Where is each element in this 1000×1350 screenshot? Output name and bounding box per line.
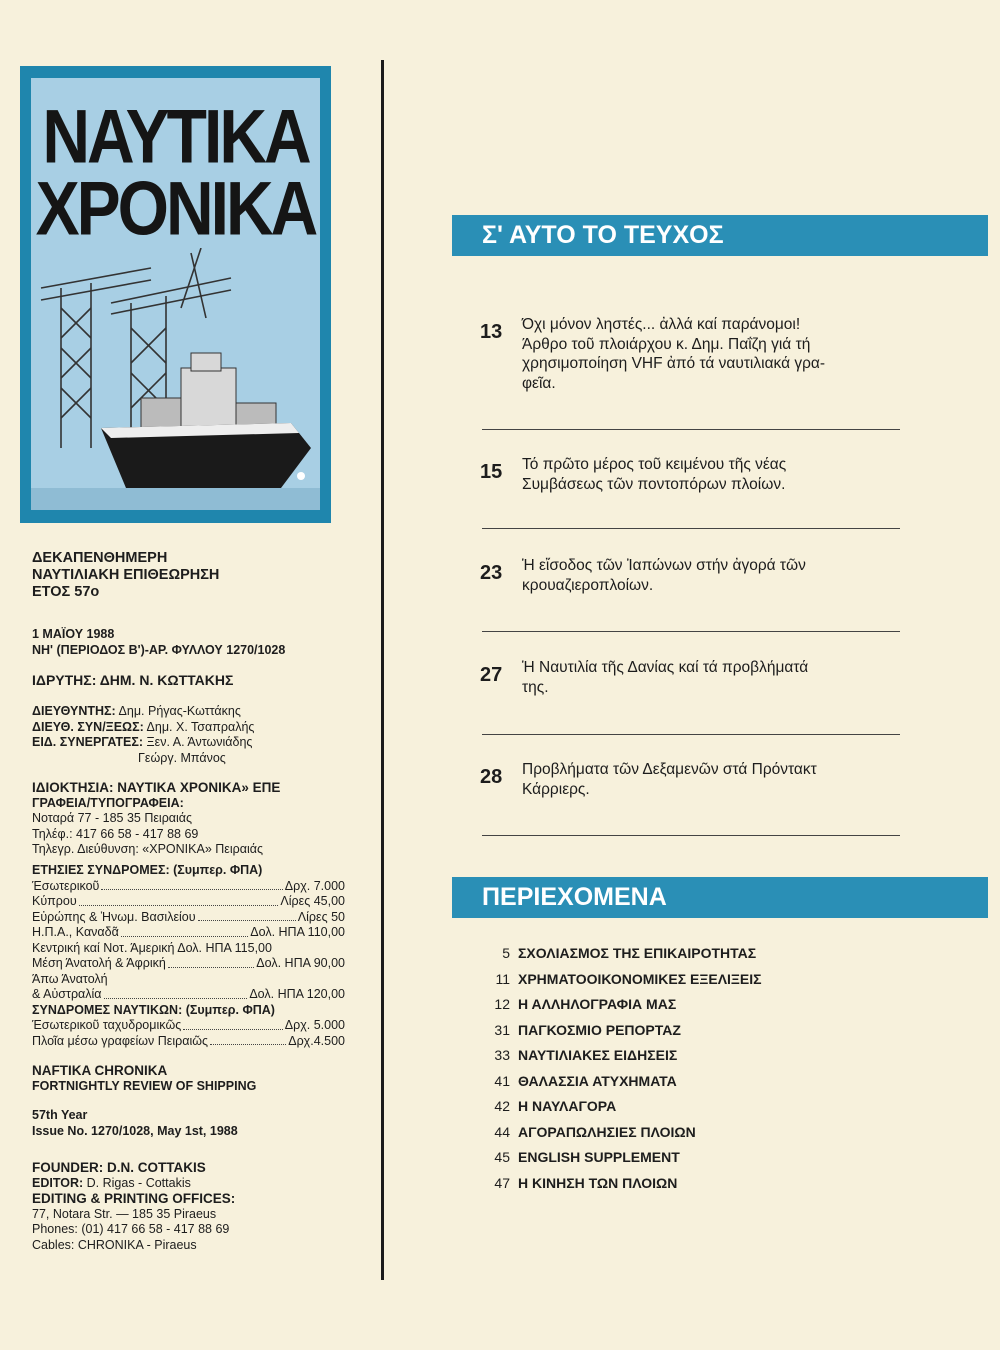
- article-text: Προβλήματα τῶν Δεξαμενῶν στά Πρόντακτ Κάρριερς.: [522, 761, 817, 798]
- article-page: 13: [480, 321, 503, 343]
- staff-block: [32, 704, 254, 766]
- masthead-subtitle1: ΔΕΚΑΠΕΝΘΗΜΕΡΗ: [32, 550, 168, 566]
- in-this-issue-heading: Σ' ΑΥΤΟ ΤΟ ΤΕΥΧΟΣ: [482, 221, 724, 249]
- sub-row: Κύπρου Λίρες 45,00: [32, 894, 345, 908]
- contrib-name2: Γεώργ. Μπάνος: [138, 750, 226, 765]
- dir-assoc-label: ΔΙΕΥΘ. ΣΥΝ/ΞΕΩΣ:: [32, 719, 144, 734]
- seamen-heading: ΣΥΝΔΡΟΜΕΣ ΝΑΥΤΙΚΩΝ: (Συμπερ. ΦΠΑ): [32, 1002, 275, 1017]
- cover-inner: [31, 78, 320, 510]
- issue-block: [32, 627, 285, 658]
- subscriptions-block: [32, 863, 345, 1049]
- in-this-issue-banner: [452, 215, 988, 256]
- offices-label: ΓΡΑΦΕΙΑ/ΤΥΠΟΓΡΑΦΕΙΑ:: [32, 795, 184, 810]
- article-text: Ἡ εἴσοδος τῶν Ἰαπώνων στήν ἀγορά τῶν κρουαζιεροπλοίων.: [522, 557, 806, 594]
- sub-row: Εὐρώπης & Ἠνωμ. Βασιλείου Λίρες 50: [32, 909, 345, 924]
- issue-date: 1 ΜΑΪΟΥ 1988: [32, 627, 115, 641]
- sub-row: Έσωτερικοῦ ταχυδρομικῶς Δρχ. 5.000: [32, 1018, 345, 1032]
- sub-row-plain: Κεντρική καί Νοτ. Άμερική Δολ. ΗΠΑ 115,00: [32, 940, 272, 955]
- address-greek: Νοταρά 77 - 185 35 Πειραιάς: [32, 811, 193, 825]
- sub-row: Πλοῖα μέσω γραφείων Πειραιῶς Δρχ.4.500: [32, 1033, 345, 1048]
- english-editor-label: EDITOR:: [32, 1175, 84, 1190]
- masthead-block: [32, 550, 219, 601]
- telegraph-greek: Τηλεγρ. Διεύθυνση: «ΧΡΟΝΙΚΑ» Πειραιάς: [32, 842, 263, 856]
- ownership-block: [32, 780, 280, 858]
- article-page: 27: [480, 664, 503, 686]
- english-tagline: FORTNIGHTLY REVIEW OF SHIPPING: [32, 1078, 257, 1093]
- article-divider: [482, 631, 900, 632]
- article-text: Όχι μόνον ληστές... ἀλλά καί παράνομοι! Άρθρο τοῦ πλοιάρχου κ. Δημ. Παΐζη γιά τή χρησιμοποίηση VHF ἀπό τά ναυτιλιακά γρα- φεῖα.: [522, 316, 826, 392]
- subs-heading: ΕΤΗΣΙΕΣ ΣΥΝΔΡΟΜΕΣ: (Συμπερ. ΦΠΑ): [32, 863, 263, 877]
- sub-row: Έσωτερικοῦ Δρχ. 7.000: [32, 878, 345, 893]
- director-name: Δημ. Ρήγας-Κωττάκης: [118, 704, 241, 718]
- phone-greek: Τηλέφ.: 417 66 58 - 417 88 69: [32, 826, 199, 841]
- contrib-label: ΕΙΔ. ΣΥΝΕΡΓΑΤΕΣ:: [32, 735, 144, 749]
- article-divider: [482, 528, 900, 529]
- founder-greek: ΙΔΡΥΤΗΣ: ΔΗΜ. Ν. ΚΩΤΤΑΚΗΣ: [32, 672, 234, 688]
- sub-row-plain: Άπω Άνατολή: [32, 971, 108, 986]
- contents-heading: ΠΕΡΙΕΧΟΜΕΝΑ: [482, 883, 667, 911]
- sub-row: & Αὐστραλία Δολ. ΗΠΑ 120,00: [32, 987, 345, 1001]
- director-label: ΔΙΕΥΘΥΝΤΗΣ:: [32, 704, 116, 718]
- article-page: 15: [480, 461, 503, 483]
- cover-title-line1: ΝΑΥΤΙΚΑ: [42, 93, 309, 179]
- contrib-name1: Ξεν. Α. Άντωνιάδης: [146, 735, 253, 749]
- english-phones: Phones: (01) 417 66 58 - 417 88 69: [32, 1222, 230, 1236]
- sub-row: Μέση Άνατολή & Άφρική Δολ. ΗΠΑ 90,00: [32, 956, 345, 970]
- ownership: ΙΔΙΟΚΤΗΣΙΑ: ΝΑΥΤΙΚΑ ΧΡΟΝΙΚΑ» ΕΠΕ: [32, 780, 281, 795]
- masthead-subtitle2: ΝΑΥΤΙΛΙΑΚΗ ΕΠΙΘΕΩΡΗΣΗ: [32, 567, 220, 583]
- english-editor-name: D. Rigas - Cottakis: [86, 1175, 191, 1190]
- english-cables: Cables: CHRONIKA - Piraeus: [32, 1237, 197, 1252]
- article-divider: [482, 835, 900, 836]
- english-founder: FOUNDER: D.N. COTTAKIS: [32, 1160, 206, 1175]
- english-staff-block: [32, 1160, 235, 1253]
- column-divider: [381, 60, 384, 1280]
- sub-row: Η.Π.Α., Καναδᾶ Δολ. ΗΠΑ 110,00: [32, 925, 345, 939]
- issue-number: ΝΗ' (ΠΕΡΙΟΔΟΣ Β')-ΑΡ. ΦΥΛΛΟΥ 1270/1028: [32, 642, 286, 657]
- dir-assoc-name: Δημ. Χ. Τσαπραλής: [146, 719, 255, 734]
- english-offices: EDITING & PRINTING OFFICES:: [32, 1191, 236, 1206]
- english-year: 57th Year: [32, 1108, 88, 1122]
- article-page: 23: [480, 562, 503, 584]
- english-masthead: [32, 1063, 256, 1094]
- article-page: 28: [480, 766, 503, 788]
- cover-title-line2: ΧΡΟΝΙΚΑ: [35, 165, 316, 251]
- article-divider: [482, 734, 900, 735]
- port-cranes-ship-illustration: [31, 248, 320, 510]
- english-issue: Issue No. 1270/1028, May 1st, 1988: [32, 1123, 238, 1138]
- contents-banner: [452, 877, 988, 918]
- article-text: Τό πρῶτο μέρος τοῦ κειμένου τῆς νέας Συμβάσεως τῶν ποντοπόρων πλοίων.: [522, 456, 787, 493]
- english-issue-block: [32, 1108, 238, 1139]
- article-divider: [482, 429, 900, 430]
- article-text: Ἡ Ναυτιλία τῆς Δανίας καί τά προβλήματά της.: [522, 659, 809, 696]
- english-name: NAFTIKA CHRONIKA: [32, 1063, 168, 1078]
- english-address: 77, Notara Str. — 185 35 Piraeus: [32, 1206, 217, 1221]
- masthead-year: ΕΤΟΣ 57ο: [32, 584, 100, 600]
- cover-image: [20, 66, 331, 523]
